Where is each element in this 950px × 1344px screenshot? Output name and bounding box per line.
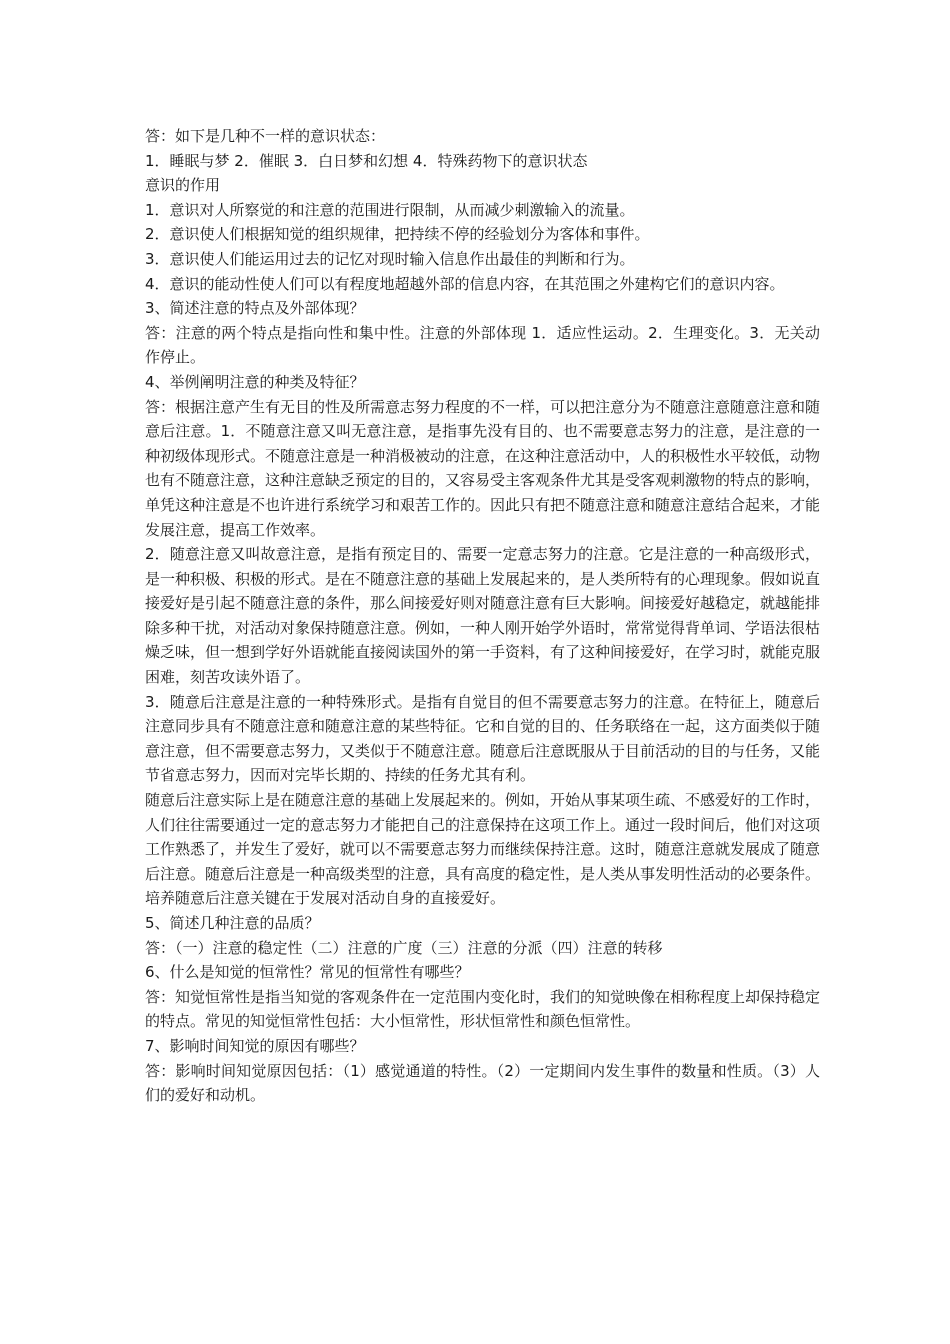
function-item-2: 2．意识使人们根据知觉的组织规律，把持续不停的经验划分为客体和事件。 bbox=[145, 225, 650, 244]
function-item-3: 3．意识使人们能运用过去的记忆对现时输入信息作出最佳的判断和行为。 bbox=[145, 249, 635, 268]
answer-7: 答：影响时间知觉原因包括：（1）感觉通道的特性。（2）一定期间内发生事件的数量和性质。（3）人们的爱好和动机。 bbox=[145, 1061, 820, 1105]
document-page bbox=[145, 124, 820, 1108]
answer-6: 答：知觉恒常性是指当知觉的客观条件在一定范围内变化时，我们的知觉映像在相称程度上却保持稳定的特点。常见的知觉恒常性包括：大小恒常性，形状恒常性和颜色恒常性。 bbox=[145, 987, 821, 1031]
answer-4-part-3: 3．随意后注意是注意的一种特殊形式。是指有自觉目的但不需要意志努力的注意。在特征上，随意后注意同步具有不随意注意和随意注意的某些特征。它和自觉的目的、任务联络在一起，这方面类似于随意注意，但不需要意志努力，又类似于不随意注意。随意后注意既服从于目前活动的目的与任务，又能节省意志努力，因而对完毕长期的、持续的任务尤其有利。 bbox=[145, 692, 821, 785]
answer-4-part-1: 答：根据注意产生有无目的性及所需意志努力程度的不一样，可以把注意分为不随意注意随意注意和随意后注意。1．不随意注意又叫无意注意，是指事先没有目的、也不需要意志努力的注意，是注意的一种初级体现形式。不随意注意是一种消极被动的注意，在这种注意活动中，人的积极性水平较低，动物也有不随意注意，这种注意缺乏预定的目的，又容易受主客观条件尤其是受客观刺激物的特点的影响，单凭这种注意是不也许进行系统学习和艰苦工作的。因此只有把不随意注意和随意注意结合起来，才能发展注意，提高工作效率。 bbox=[145, 397, 821, 539]
answer-3: 答：注意的两个特点是指向性和集中性。注意的外部体现 1．适应性运动。2．生理变化。3．无关动作停止。 bbox=[145, 323, 820, 367]
section-heading-consciousness-function: 意识的作用 bbox=[145, 176, 221, 195]
answer-intro: 答：如下是几种不一样的意识状态： bbox=[145, 127, 386, 145]
question-3: 3、简述注意的特点及外部体现？ bbox=[145, 299, 365, 318]
question-6: 6、什么是知觉的恒常性？常见的恒常性有哪些？ bbox=[145, 963, 470, 982]
question-5: 5、简述几种注意的品质？ bbox=[145, 914, 320, 932]
question-4: 4、举例阐明注意的种类及特征？ bbox=[145, 372, 365, 391]
consciousness-states-list: 1．睡眠与梦 2．催眠 3．白日梦和幻想 4．特殊药物下的意识状态 bbox=[145, 151, 588, 170]
answer-4-part-4: 随意后注意实际上是在随意注意的基础上发展起来的。例如，开始从事某项生疏、不感爱好的工作时，人们往往需要通过一定的意志努力才能把自己的注意保持在这项工作上。通过一段时间后，他们对这项工作熟悉了，并发生了爱好，就可以不需要意志努力而继续保持注意。这时，随意注意就发展成了随意后注意。随意后注意是一种高级类型的注意，具有高度的稳定性，是人类从事发明性活动的必要条件。培养随意后注意关键在于发展对活动自身的直接爱好。 bbox=[145, 791, 821, 908]
question-7: 7、影响时间知觉的原因有哪些？ bbox=[145, 1036, 365, 1055]
function-item-1: 1．意识对人所察觉的和注意的范围进行限制，从而减少刺激输入的流量。 bbox=[145, 200, 635, 219]
function-item-4: 4．意识的能动性使人们可以有程度地超越外部的信息内容，在其范围之外建构它们的意识内容。 bbox=[145, 274, 785, 293]
answer-5: 答：（一）注意的稳定性（二）注意的广度（三）注意的分派（四）注意的转移 bbox=[145, 938, 663, 957]
answer-4-part-2: 2．随意注意又叫故意注意，是指有预定目的、需要一定意志努力的注意。它是注意的一种高级形式，是一种积极、积极的形式。是在不随意注意的基础上发展起来的，是人类所特有的心理现象。假如说直接爱好是引起不随意注意的条件，那么间接爱好则对随意注意有巨大影响。间接爱好越稳定，就越能排除多种干扰，对活动对象保持随意注意。例如，一种人刚开始学外语时，常常觉得背单词、学语法很枯燥乏味，但一想到学好外语就能直接阅读国外的第一手资料，有了这种间接爱好，在学习时，就能克服困难，刻苦攻读外语了。 bbox=[145, 545, 821, 687]
